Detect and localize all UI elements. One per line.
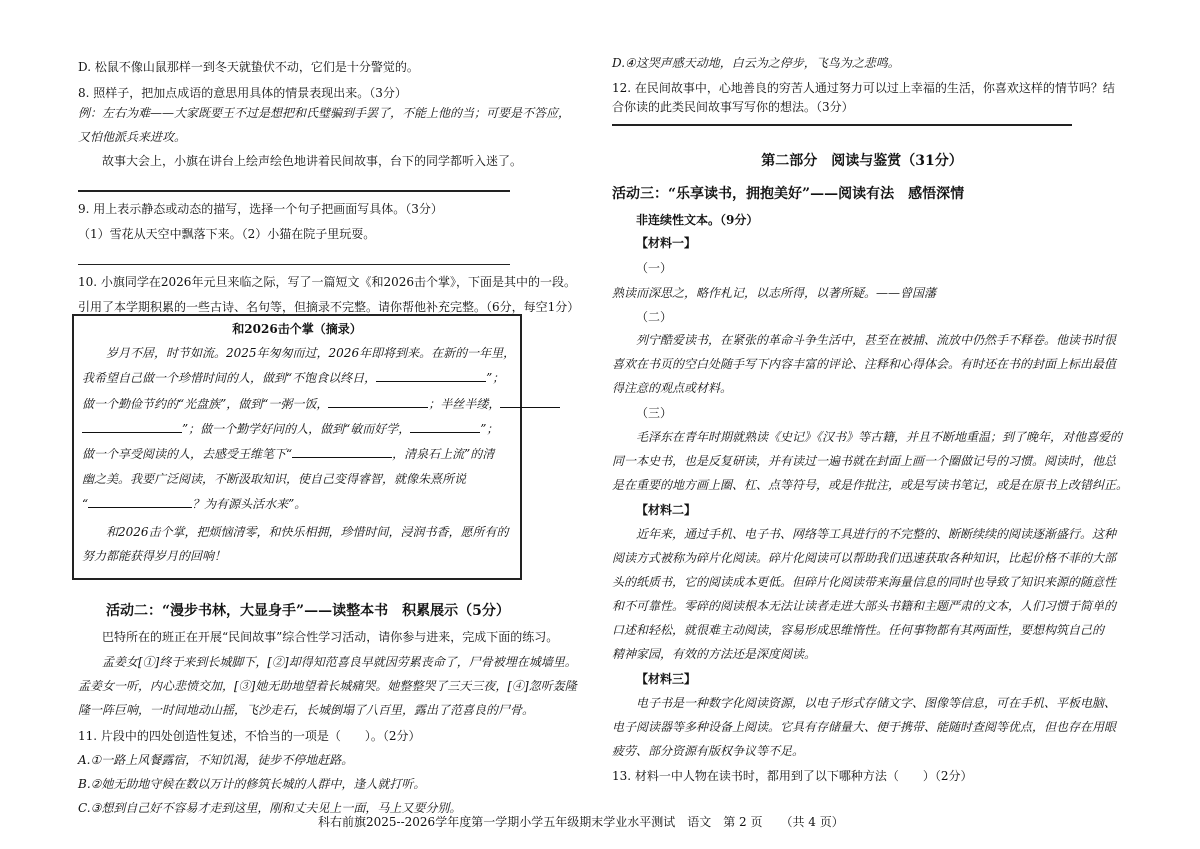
q8-stem: 8. 照样子，把加点成语的意思用具体的情景表现出来。（3分） — [78, 86, 407, 100]
blank-3b[interactable] — [82, 422, 182, 433]
q12-line2: 合你读的此类民间故事写写你的想法。（3分） — [612, 100, 854, 114]
excerpt-line9: 努力都能获得岁月的回响！ — [82, 549, 227, 563]
excerpt-line2: 我希望自己做一个珍惜时间的人，做到“不饱食以终日， ”； — [82, 371, 505, 385]
excerpt-box — [72, 314, 522, 580]
q9-stem: 9. 用上表示静态或动态的描写，选择一个句子把画面写具体。（3分） — [78, 202, 443, 216]
excerpt-line8: 和2026击个掌，把烦恼清零，和快乐相拥，珍惜时间，浸润书香，愿所有的 — [106, 525, 509, 539]
m3-line1: 电子书是一种数字化阅读资源，以电子形式存储文字、图像等信息，可在手机、平板电脑、 — [636, 696, 1117, 710]
nonlinear-label: 非连续性文本。（9分） — [636, 213, 759, 227]
excerpt-line7: “ ？为有源头活水来”。 — [82, 497, 307, 511]
part2-title: 第二部分 阅读与鉴赏（31分） — [761, 153, 963, 169]
blank-2[interactable] — [328, 397, 428, 408]
story-line3: 隆一阵巨响，一时间地动山摇，飞沙走石，长城倒塌了八百里，露出了范喜良的尸骨。 — [78, 703, 535, 717]
q11-option-c: C.③想到自己好不容易才走到这里，刚和丈夫见上一面，马上又要分别。 — [78, 801, 462, 815]
sub1-text: 熟读而深思之，略作札记，以志所得，以著所疑。——曾国藩 — [612, 286, 937, 300]
m3-line3: 疲劳、部分资源有版权争议等不足。 — [612, 744, 805, 758]
q8-example-line1: 例：左右为难——大家既要王不过是想把和氏璧骗到手罢了，不能上他的当；可要是不答应， — [78, 106, 571, 120]
q8-task: 故事大会上，小旗在讲台上绘声绘色地讲着民间故事，台下的同学都听入迷了。 — [102, 154, 523, 168]
m2-line1: 近年来，通过手机、电子书、网络等工具进行的不完整的、断断续续的阅读逐渐盛行。这种 — [636, 527, 1117, 541]
q9-options: （1）雪花从天空中飘落下来。（2）小猫在院子里玩耍。 — [78, 227, 376, 241]
blank-3[interactable] — [500, 397, 560, 408]
activity2-intro: 巴特所在的班正在开展“民间故事”综合性学习活动，请你参与进来，完成下面的练习。 — [102, 630, 559, 644]
q11-option-a: A.①一路上风餐露宿，不知饥渴，徒步不停地赶路。 — [78, 753, 354, 767]
excerpt-line1: 岁月不居，时节如流。2025年匆匆而过，2026年即将到来。在新的一年里， — [106, 346, 516, 360]
m2-line3: 头的纸质书，它的阅读成本更低。但碎片化阅读带来海量信息的同时也导致了知识来源的随意性 — [612, 575, 1117, 589]
blank-1[interactable] — [376, 371, 486, 382]
sub3-line2: 同一本史书，也是反复研读，并有读过一遍书就在封面上画一个圈做记号的习惯。阅读时，他总 — [612, 454, 1117, 468]
m2-line6: 精神家园，有效的方法还是深度阅读。 — [612, 647, 817, 661]
q10-stem-line1: 10. 小旗同学在2026年元旦来临之际，写了一篇短文《和2026击个掌》，下面是其中的一段。 — [78, 275, 576, 289]
page-footer: 科右前旗2025--2026学年度第一学期小学五年级期末学业水平测试 语文 第 2 页 （共 4 页） — [318, 815, 844, 829]
sub3-line1: 毛泽东在青年时期就熟读《史记》《汉书》等古籍，并且不断地重温；到了晚年，对他喜爱的 — [636, 430, 1123, 444]
q11-option-d: D.④这哭声感天动地，白云为之停步，飞鸟为之悲鸣。 — [612, 56, 900, 70]
material2-label: 【材料二】 — [636, 503, 697, 517]
q9-answer-line[interactable] — [78, 264, 510, 265]
story-line2: 孟姜女一听，内心悲愤交加，[③]她无助地望着长城痛哭。她整整哭了三天三夜，[④]忽听轰隆 — [78, 679, 577, 693]
q7-option-d: D. 松鼠不像山鼠那样一到冬天就蛰伏不动，它们是十分警觉的。 — [78, 60, 419, 74]
q12-line1: 12. 在民间故事中，心地善良的穷苦人通过努力可以过上幸福的生活，你喜欢这样的情节吗？结 — [612, 81, 1115, 95]
sub2-line2: 喜欢在书页的空白处随手写下内容丰富的评论、注释和心得体会。有时还在书的封面上标出最值 — [612, 357, 1117, 371]
excerpt-title: 和2026击个掌（摘录） — [232, 322, 362, 336]
sub2-line3: 得注意的观点或材料。 — [612, 381, 733, 395]
q11-stem: 11. 片段中的四处创造性复述，不恰当的一项是（ ）。（2分） — [78, 729, 421, 743]
blank-6[interactable] — [88, 497, 192, 508]
activity2-title: 活动二：“漫步书林，大显身手”——读整本书 积累展示（5分） — [106, 603, 510, 619]
excerpt-line4: ”；做一个勤学好问的人，做到“敏而好学， ”； — [82, 422, 498, 437]
blank-5[interactable] — [292, 447, 392, 458]
excerpt-line3: 做一个勤俭节约的“光盘族”，做到“一粥一饭， ；半丝半缕， — [82, 397, 560, 412]
excerpt-line5: 做一个享受阅读的人，去感受王维笔下“ ，清泉石上流”的清 — [82, 447, 495, 461]
q13-stem: 13. 材料一中人物在读书时，都用到了以下哪种方法（ ）（2分） — [612, 769, 973, 783]
q12-answer-line[interactable] — [612, 124, 1072, 126]
m2-line4: 和不可靠性。零碎的阅读根本无法让读者走进大部头书籍和主题严肃的文本，人们习惯于简单的 — [612, 599, 1117, 613]
sub2-label: （二） — [636, 310, 673, 324]
material3-label: 【材料三】 — [636, 672, 697, 686]
sub2-line1: 列宁酷爱读书，在紧张的革命斗争生活中，甚至在被捕、流放中仍然手不释卷。他读书时很 — [636, 333, 1117, 347]
m2-line5: 口述和轻松，就很难主动阅读，容易形成思维惰性。任何事物都有其两面性，要想构筑自己的 — [612, 623, 1105, 637]
m3-line2: 电子阅读器等多种设备上阅读。它具有存储量大、便于携带、能随时查阅等优点，但也存在用眼 — [612, 720, 1117, 734]
q10-stem-line2: 引用了本学期积累的一些古诗、名句等，但摘录不完整。请你帮他补充完整。（6分，每空1分） — [78, 300, 580, 314]
q8-example-line2: 又怕他派兵来进攻。 — [78, 130, 187, 144]
sub1-label: （一） — [636, 261, 673, 275]
sub3-line3: 是在重要的地方画上圈、杠、点等符号，或是作批注，或是写读书笔记，或是在原书上改错纠正。 — [612, 478, 1129, 492]
m2-line2: 阅读方式被称为碎片化阅读。碎片化阅读可以帮助我们迅速获取各种知识，比起价格不菲的大部 — [612, 551, 1117, 565]
sub3-label: （三） — [636, 406, 673, 420]
story-line1: 孟姜女[①]终于来到长城脚下，[②]却得知范喜良早就因劳累丧命了，尸骨被埋在城墙里。 — [102, 655, 577, 669]
material1-label: 【材料一】 — [636, 236, 697, 250]
q8-answer-line[interactable] — [78, 190, 510, 192]
blank-4[interactable] — [410, 422, 480, 433]
q11-option-b: B.②她无助地守候在数以万计的修筑长城的人群中，逢人就打听。 — [78, 777, 426, 791]
excerpt-line6: 幽之美。我要广泛阅读，不断汲取知识，使自己变得睿智，就像朱熹所说 — [82, 472, 467, 486]
activity3-title: 活动三：“乐享读书，拥抱美好”——阅读有法 感悟深情 — [612, 186, 965, 202]
